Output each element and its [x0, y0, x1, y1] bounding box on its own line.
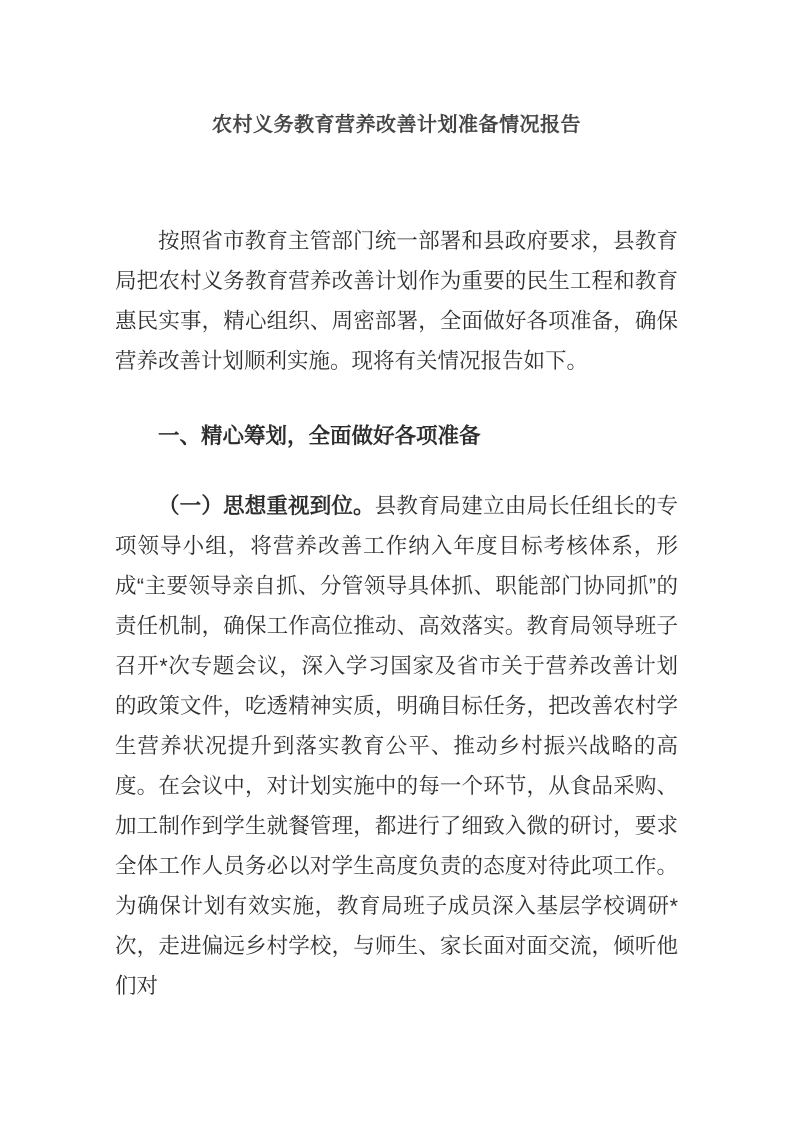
- section1-paragraph-1: [115, 486, 678, 1006]
- section1-paragraph-1-lead: （一）思想重视到位。: [158, 494, 375, 518]
- section-heading-1: 一、精心筹划，全面做好各项准备: [158, 424, 481, 448]
- document-title: 农村义务教育营养改善计划准备情况报告: [212, 114, 581, 136]
- intro-paragraph: 按照省市教育主管部门统一部署和县政府要求，县教育局把农村义务教育营养改善计划作为重要的民生工程和教育惠民实事，精心组织、周密部署，全面做好各项准备，确保营养改善计划顺利实施。现将有关情况报告如下。: [115, 229, 678, 373]
- section1-paragraph-1-text: 县教育局建立由局长任组长的专项领导小组，将营养改善工作纳入年度目标考核体系，形成“主要领导亲自抓、分管领导具体抓、职能部门协同抓”的责任机制，确保工作高位推动、高效落实。教育局领导班子召开*次专题会议，深入学习国家及省市关于营养改善计划的政策文件，吃透精神实质，明确目标任务，把改善农村学生营养状况提升到落实教育公平、推动乡村振兴战略的高度。在会议中，对计划实施中的每一个环节，从食品采购、加工制作到学生就餐管理，都进行了细致入微的研讨，要求全体工作人员务必以对学生高度负责的态度对待此项工作。为确保计划有效实施，教育局班子成员深入基层学校调研*次，走进偏远乡村学校，与师生、家长面对面交流，倾听他们对: [115, 494, 678, 998]
